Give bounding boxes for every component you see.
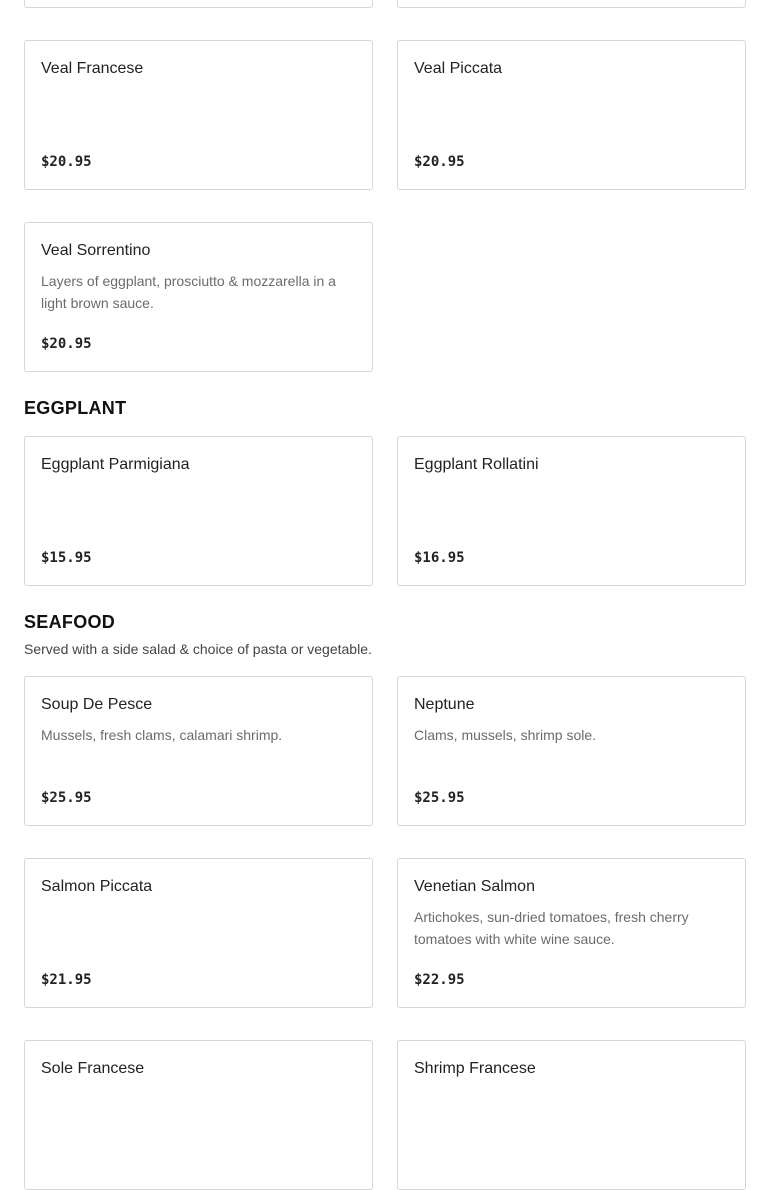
menu-item-description: Artichokes, sun-dried tomatoes, fresh cherry tomatoes with white wine sauce.	[414, 909, 689, 947]
menu-item-card[interactable]	[24, 0, 373, 8]
menu-item-description: Layers of eggplant, prosciutto & mozzarella in a light brown sauce.	[41, 273, 336, 311]
menu-item-price: $25.95	[41, 790, 92, 806]
menu-item-price: $25.95	[414, 790, 465, 806]
menu-item-price: $21.95	[41, 972, 92, 988]
menu-item-name: Venetian Salmon	[414, 878, 535, 895]
section-note-seafood: Served with a side salad & choice of pasta or vegetable.	[24, 641, 372, 657]
menu-item-card[interactable]	[24, 40, 373, 190]
menu-item-card[interactable]	[397, 676, 746, 826]
menu-item-name: Neptune	[414, 696, 475, 713]
section-title-eggplant: EGGPLANT	[24, 398, 127, 418]
menu-item-name: Veal Francese	[41, 60, 144, 77]
menu-item-price: $15.95	[41, 550, 92, 566]
menu-item-card[interactable]	[397, 858, 746, 1008]
menu-item-description: Clams, mussels, shrimp sole.	[414, 727, 597, 743]
menu-item-price: $20.95	[41, 336, 92, 352]
menu-item-name: Eggplant Rollatini	[414, 456, 539, 473]
menu-item-card[interactable]	[397, 1040, 746, 1190]
menu-item-price: $16.95	[414, 550, 465, 566]
menu-item-card[interactable]	[397, 40, 746, 190]
menu-item-card[interactable]	[24, 222, 373, 372]
menu-item-price: $20.95	[41, 154, 92, 170]
menu-item-description: Mussels, fresh clams, calamari shrimp.	[41, 727, 283, 743]
menu-item-name: Salmon Piccata	[41, 878, 153, 895]
menu-item-name: Eggplant Parmigiana	[41, 456, 190, 473]
menu-item-price: $22.95	[414, 972, 465, 988]
menu-item-card[interactable]	[397, 436, 746, 586]
menu-item-price: $20.95	[414, 154, 465, 170]
menu-item-name: Sole Francese	[41, 1060, 145, 1077]
menu-item-name: Veal Sorrentino	[41, 242, 151, 259]
menu-item-card[interactable]	[24, 858, 373, 1008]
menu-item-name: Veal Piccata	[414, 60, 503, 77]
menu-item-card[interactable]	[24, 676, 373, 826]
section-title-seafood: SEAFOOD	[24, 612, 116, 632]
menu-item-card[interactable]	[24, 436, 373, 586]
menu-item-card[interactable]	[24, 1040, 373, 1190]
menu-item-card[interactable]	[397, 0, 746, 8]
menu-item-name: Soup De Pesce	[41, 696, 153, 713]
menu-item-name: Shrimp Francese	[414, 1060, 536, 1077]
